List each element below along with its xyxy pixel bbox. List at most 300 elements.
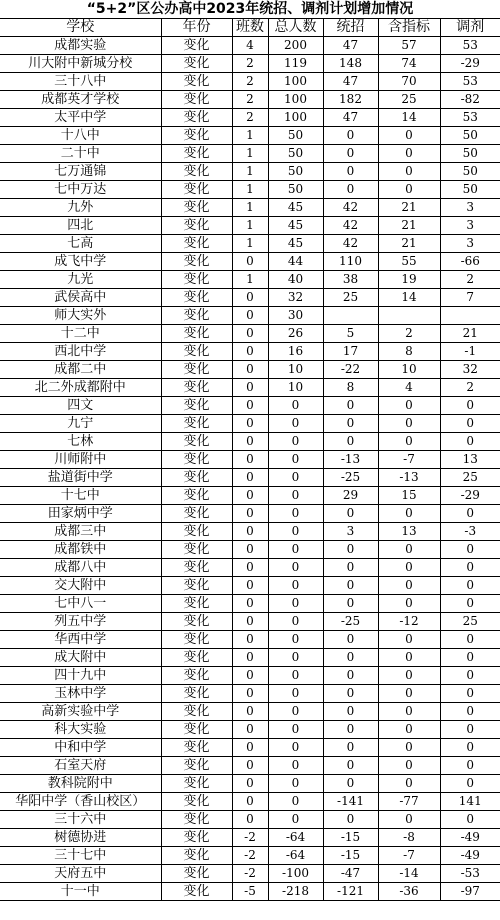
school-cell: 三十七中 xyxy=(0,847,161,865)
year-cell: 变化 xyxy=(161,829,232,847)
unified-cell: 0 xyxy=(323,181,378,199)
year-cell: 变化 xyxy=(161,505,232,523)
total-cell: 45 xyxy=(268,199,323,217)
classes-cell: 0 xyxy=(232,523,268,541)
quota-cell: 0 xyxy=(378,775,440,793)
unified-cell: 0 xyxy=(323,685,378,703)
total-cell: -64 xyxy=(268,829,323,847)
classes-cell: 4 xyxy=(232,37,268,55)
school-cell: 川大附中新城分校 xyxy=(0,55,161,73)
school-cell: 成都八中 xyxy=(0,559,161,577)
adjust-cell: -29 xyxy=(440,55,500,73)
total-cell: 0 xyxy=(268,505,323,523)
classes-cell: 0 xyxy=(232,667,268,685)
table-row xyxy=(0,289,500,307)
header-year: 年份 xyxy=(161,19,232,37)
adjust-cell: 2 xyxy=(440,271,500,289)
table-row xyxy=(0,523,500,541)
table-row xyxy=(0,217,500,235)
school-cell: 太平中学 xyxy=(0,109,161,127)
classes-cell: 0 xyxy=(232,451,268,469)
table-row xyxy=(0,649,500,667)
classes-cell: 0 xyxy=(232,397,268,415)
year-cell: 变化 xyxy=(161,55,232,73)
table-row xyxy=(0,577,500,595)
classes-cell: 1 xyxy=(232,127,268,145)
unified-cell: 17 xyxy=(323,343,378,361)
school-cell: 十七中 xyxy=(0,487,161,505)
unified-cell: -15 xyxy=(323,847,378,865)
year-cell: 变化 xyxy=(161,73,232,91)
school-cell: 成都英才学校 xyxy=(0,91,161,109)
total-cell: 0 xyxy=(268,721,323,739)
classes-cell: 0 xyxy=(232,811,268,829)
year-cell: 变化 xyxy=(161,199,232,217)
unified-cell: 0 xyxy=(323,397,378,415)
header-total: 总人数 xyxy=(268,19,323,37)
year-cell: 变化 xyxy=(161,541,232,559)
table-row xyxy=(0,703,500,721)
unified-cell: 47 xyxy=(323,109,378,127)
quota-cell: 55 xyxy=(378,253,440,271)
unified-cell: 0 xyxy=(323,127,378,145)
school-cell: 七万通锦 xyxy=(0,163,161,181)
table-body xyxy=(0,37,500,901)
total-cell: 0 xyxy=(268,523,323,541)
quota-cell: 0 xyxy=(378,541,440,559)
unified-cell: 3 xyxy=(323,523,378,541)
unified-cell: -13 xyxy=(323,451,378,469)
unified-cell: 47 xyxy=(323,73,378,91)
quota-cell: 0 xyxy=(378,721,440,739)
classes-cell: 0 xyxy=(232,469,268,487)
unified-cell: 0 xyxy=(323,577,378,595)
school-cell: 华阳中学（香山校区） xyxy=(0,793,161,811)
total-cell: 50 xyxy=(268,181,323,199)
classes-cell: 1 xyxy=(232,199,268,217)
year-cell: 变化 xyxy=(161,451,232,469)
classes-cell: 1 xyxy=(232,163,268,181)
year-cell: 变化 xyxy=(161,865,232,883)
unified-cell: 38 xyxy=(323,271,378,289)
classes-cell: 2 xyxy=(232,91,268,109)
table-row xyxy=(0,415,500,433)
quota-cell: 74 xyxy=(378,55,440,73)
unified-cell: 42 xyxy=(323,199,378,217)
adjust-cell: 0 xyxy=(440,775,500,793)
classes-cell: 0 xyxy=(232,343,268,361)
adjust-cell: 3 xyxy=(440,235,500,253)
adjust-cell: 0 xyxy=(440,721,500,739)
adjust-cell: 53 xyxy=(440,109,500,127)
table-row xyxy=(0,73,500,91)
unified-cell: 0 xyxy=(323,163,378,181)
unified-cell: 42 xyxy=(323,217,378,235)
total-cell: 0 xyxy=(268,487,323,505)
total-cell: 0 xyxy=(268,667,323,685)
adjust-cell: 25 xyxy=(440,469,500,487)
unified-cell: 47 xyxy=(323,37,378,55)
table-row xyxy=(0,181,500,199)
school-cell: 玉林中学 xyxy=(0,685,161,703)
total-cell: 0 xyxy=(268,397,323,415)
adjust-cell: -49 xyxy=(440,829,500,847)
table-row xyxy=(0,451,500,469)
table-row xyxy=(0,379,500,397)
classes-cell: 0 xyxy=(232,415,268,433)
total-cell: 0 xyxy=(268,685,323,703)
year-cell: 变化 xyxy=(161,811,232,829)
year-cell: 变化 xyxy=(161,631,232,649)
unified-cell: 110 xyxy=(323,253,378,271)
unified-cell: 0 xyxy=(323,721,378,739)
adjust-cell: 21 xyxy=(440,325,500,343)
adjust-cell: 0 xyxy=(440,433,500,451)
table-row xyxy=(0,361,500,379)
year-cell: 变化 xyxy=(161,163,232,181)
classes-cell: 0 xyxy=(232,505,268,523)
quota-cell: -13 xyxy=(378,469,440,487)
table-row xyxy=(0,487,500,505)
adjust-cell: -29 xyxy=(440,487,500,505)
unified-cell: 5 xyxy=(323,325,378,343)
unified-cell xyxy=(323,307,378,325)
classes-cell: 1 xyxy=(232,217,268,235)
total-cell: 0 xyxy=(268,559,323,577)
table-row xyxy=(0,559,500,577)
table-row xyxy=(0,793,500,811)
year-cell: 变化 xyxy=(161,595,232,613)
school-cell: 三十六中 xyxy=(0,811,161,829)
adjust-cell: -97 xyxy=(440,883,500,901)
table-row xyxy=(0,505,500,523)
year-cell: 变化 xyxy=(161,523,232,541)
total-cell: 0 xyxy=(268,793,323,811)
year-cell: 变化 xyxy=(161,253,232,271)
year-cell: 变化 xyxy=(161,469,232,487)
classes-cell: 1 xyxy=(232,235,268,253)
adjust-cell: -82 xyxy=(440,91,500,109)
school-cell: 西北中学 xyxy=(0,343,161,361)
year-cell: 变化 xyxy=(161,703,232,721)
table-row xyxy=(0,91,500,109)
total-cell: 0 xyxy=(268,415,323,433)
total-cell: 44 xyxy=(268,253,323,271)
classes-cell: -2 xyxy=(232,829,268,847)
year-cell: 变化 xyxy=(161,379,232,397)
school-cell: 科大实验 xyxy=(0,721,161,739)
total-cell: -100 xyxy=(268,865,323,883)
table-row xyxy=(0,613,500,631)
school-cell: 成都实验 xyxy=(0,37,161,55)
unified-cell: 0 xyxy=(323,757,378,775)
school-cell: 七林 xyxy=(0,433,161,451)
school-cell: 中和中学 xyxy=(0,739,161,757)
school-cell: 天府五中 xyxy=(0,865,161,883)
total-cell: 10 xyxy=(268,379,323,397)
year-cell: 变化 xyxy=(161,289,232,307)
quota-cell: 0 xyxy=(378,433,440,451)
year-cell: 变化 xyxy=(161,649,232,667)
total-cell: 0 xyxy=(268,649,323,667)
classes-cell: 0 xyxy=(232,631,268,649)
school-cell: 高新实验中学 xyxy=(0,703,161,721)
table-row xyxy=(0,721,500,739)
classes-cell: 0 xyxy=(232,793,268,811)
classes-cell: 2 xyxy=(232,109,268,127)
unified-cell: 25 xyxy=(323,289,378,307)
total-cell: 0 xyxy=(268,613,323,631)
table-row xyxy=(0,667,500,685)
quota-cell: 57 xyxy=(378,37,440,55)
table-row xyxy=(0,343,500,361)
quota-cell: 0 xyxy=(378,739,440,757)
table-row xyxy=(0,127,500,145)
table-row xyxy=(0,307,500,325)
school-cell: 十二中 xyxy=(0,325,161,343)
year-cell: 变化 xyxy=(161,613,232,631)
total-cell: 0 xyxy=(268,433,323,451)
classes-cell: -2 xyxy=(232,847,268,865)
adjust-cell: 0 xyxy=(440,505,500,523)
school-cell: 四十九中 xyxy=(0,667,161,685)
quota-cell: 8 xyxy=(378,343,440,361)
adjust-cell: -53 xyxy=(440,865,500,883)
total-cell: 10 xyxy=(268,361,323,379)
classes-cell: 0 xyxy=(232,721,268,739)
year-cell: 变化 xyxy=(161,109,232,127)
unified-cell: 0 xyxy=(323,505,378,523)
classes-cell: -2 xyxy=(232,865,268,883)
classes-cell: 0 xyxy=(232,289,268,307)
classes-cell: 0 xyxy=(232,559,268,577)
total-cell: 0 xyxy=(268,739,323,757)
quota-cell: 0 xyxy=(378,415,440,433)
table-row xyxy=(0,775,500,793)
adjust-cell: 0 xyxy=(440,559,500,577)
year-cell: 变化 xyxy=(161,217,232,235)
quota-cell: 70 xyxy=(378,73,440,91)
table-row xyxy=(0,541,500,559)
table-row xyxy=(0,469,500,487)
classes-cell: 0 xyxy=(232,379,268,397)
quota-cell: 14 xyxy=(378,109,440,127)
year-cell: 变化 xyxy=(161,415,232,433)
adjust-cell: 2 xyxy=(440,379,500,397)
unified-cell: -25 xyxy=(323,469,378,487)
total-cell: -64 xyxy=(268,847,323,865)
adjust-cell: 0 xyxy=(440,667,500,685)
year-cell: 变化 xyxy=(161,271,232,289)
school-cell: 成都二中 xyxy=(0,361,161,379)
quota-cell: 0 xyxy=(378,181,440,199)
total-cell: 50 xyxy=(268,145,323,163)
adjust-cell: 3 xyxy=(440,199,500,217)
adjust-cell: -49 xyxy=(440,847,500,865)
quota-cell: -36 xyxy=(378,883,440,901)
classes-cell: 0 xyxy=(232,325,268,343)
quota-cell: 2 xyxy=(378,325,440,343)
total-cell: 0 xyxy=(268,703,323,721)
year-cell: 变化 xyxy=(161,667,232,685)
total-cell: 100 xyxy=(268,91,323,109)
quota-cell: 0 xyxy=(378,595,440,613)
year-cell: 变化 xyxy=(161,577,232,595)
total-cell: 26 xyxy=(268,325,323,343)
classes-cell: 0 xyxy=(232,703,268,721)
total-cell: 0 xyxy=(268,631,323,649)
year-cell: 变化 xyxy=(161,145,232,163)
plan-table xyxy=(0,19,500,901)
year-cell: 变化 xyxy=(161,181,232,199)
table-row xyxy=(0,253,500,271)
table-row xyxy=(0,433,500,451)
school-cell: 四北 xyxy=(0,217,161,235)
adjust-cell: 0 xyxy=(440,811,500,829)
quota-cell: 0 xyxy=(378,703,440,721)
school-cell: 成都三中 xyxy=(0,523,161,541)
total-cell: 0 xyxy=(268,595,323,613)
school-cell: 成大附中 xyxy=(0,649,161,667)
table-row xyxy=(0,631,500,649)
total-cell: -218 xyxy=(268,883,323,901)
classes-cell: 1 xyxy=(232,271,268,289)
table-row xyxy=(0,397,500,415)
school-cell: 二十中 xyxy=(0,145,161,163)
adjust-cell: -1 xyxy=(440,343,500,361)
adjust-cell: 7 xyxy=(440,289,500,307)
unified-cell: 0 xyxy=(323,541,378,559)
classes-cell: -5 xyxy=(232,883,268,901)
table-row xyxy=(0,109,500,127)
adjust-cell: 53 xyxy=(440,73,500,91)
total-cell: 0 xyxy=(268,757,323,775)
school-cell: 石室天府 xyxy=(0,757,161,775)
adjust-cell: 3 xyxy=(440,217,500,235)
classes-cell: 0 xyxy=(232,577,268,595)
table-row xyxy=(0,883,500,901)
year-cell: 变化 xyxy=(161,397,232,415)
total-cell: 40 xyxy=(268,271,323,289)
school-cell: 田家炳中学 xyxy=(0,505,161,523)
unified-cell: 182 xyxy=(323,91,378,109)
quota-cell: 0 xyxy=(378,559,440,577)
unified-cell: 0 xyxy=(323,595,378,613)
quota-cell: 15 xyxy=(378,487,440,505)
year-cell: 变化 xyxy=(161,325,232,343)
classes-cell: 0 xyxy=(232,595,268,613)
school-cell: 交大附中 xyxy=(0,577,161,595)
unified-cell: 0 xyxy=(323,775,378,793)
adjust-cell: -3 xyxy=(440,523,500,541)
year-cell: 变化 xyxy=(161,37,232,55)
table-row xyxy=(0,325,500,343)
header-school: 学校 xyxy=(0,19,161,37)
school-cell: 七中万达 xyxy=(0,181,161,199)
table-row xyxy=(0,739,500,757)
table-row xyxy=(0,847,500,865)
school-cell: 九外 xyxy=(0,199,161,217)
quota-cell: 21 xyxy=(378,217,440,235)
adjust-cell: 53 xyxy=(440,37,500,55)
total-cell: 30 xyxy=(268,307,323,325)
adjust-cell: 50 xyxy=(440,145,500,163)
classes-cell: 0 xyxy=(232,307,268,325)
unified-cell: 0 xyxy=(323,703,378,721)
school-cell: 武侯高中 xyxy=(0,289,161,307)
unified-cell: 8 xyxy=(323,379,378,397)
school-cell: 七中八一 xyxy=(0,595,161,613)
school-cell: 成都铁中 xyxy=(0,541,161,559)
adjust-cell: 0 xyxy=(440,397,500,415)
total-cell: 0 xyxy=(268,469,323,487)
total-cell: 0 xyxy=(268,541,323,559)
year-cell: 变化 xyxy=(161,433,232,451)
unified-cell: 0 xyxy=(323,433,378,451)
year-cell: 变化 xyxy=(161,847,232,865)
unified-cell: 0 xyxy=(323,649,378,667)
school-cell: 川师附中 xyxy=(0,451,161,469)
quota-cell: 4 xyxy=(378,379,440,397)
year-cell: 变化 xyxy=(161,343,232,361)
table-row xyxy=(0,37,500,55)
table-row xyxy=(0,685,500,703)
year-cell: 变化 xyxy=(161,487,232,505)
school-cell: 十八中 xyxy=(0,127,161,145)
total-cell: 32 xyxy=(268,289,323,307)
unified-cell: -121 xyxy=(323,883,378,901)
quota-cell: 21 xyxy=(378,199,440,217)
quota-cell: 0 xyxy=(378,577,440,595)
year-cell: 变化 xyxy=(161,793,232,811)
total-cell: 50 xyxy=(268,127,323,145)
adjust-cell: 0 xyxy=(440,595,500,613)
year-cell: 变化 xyxy=(161,757,232,775)
table-row xyxy=(0,595,500,613)
unified-cell: -47 xyxy=(323,865,378,883)
unified-cell: -22 xyxy=(323,361,378,379)
total-cell: 45 xyxy=(268,217,323,235)
quota-cell: 0 xyxy=(378,667,440,685)
quota-cell: 19 xyxy=(378,271,440,289)
total-cell: 50 xyxy=(268,163,323,181)
unified-cell: -141 xyxy=(323,793,378,811)
total-cell: 16 xyxy=(268,343,323,361)
total-cell: 0 xyxy=(268,451,323,469)
adjust-cell: 32 xyxy=(440,361,500,379)
quota-cell: 0 xyxy=(378,649,440,667)
adjust-cell: 25 xyxy=(440,613,500,631)
year-cell: 变化 xyxy=(161,307,232,325)
school-cell: 成飞中学 xyxy=(0,253,161,271)
table-row xyxy=(0,271,500,289)
quota-cell: 25 xyxy=(378,91,440,109)
classes-cell: 0 xyxy=(232,613,268,631)
unified-cell: 0 xyxy=(323,415,378,433)
table-row xyxy=(0,811,500,829)
header-classes: 班数 xyxy=(232,19,268,37)
adjust-cell: 0 xyxy=(440,649,500,667)
total-cell: 0 xyxy=(268,577,323,595)
quota-cell: 0 xyxy=(378,127,440,145)
adjust-cell: 0 xyxy=(440,541,500,559)
year-cell: 变化 xyxy=(161,883,232,901)
adjust-cell: -66 xyxy=(440,253,500,271)
unified-cell: 148 xyxy=(323,55,378,73)
school-cell: 列五中学 xyxy=(0,613,161,631)
classes-cell: 0 xyxy=(232,685,268,703)
unified-cell: -15 xyxy=(323,829,378,847)
